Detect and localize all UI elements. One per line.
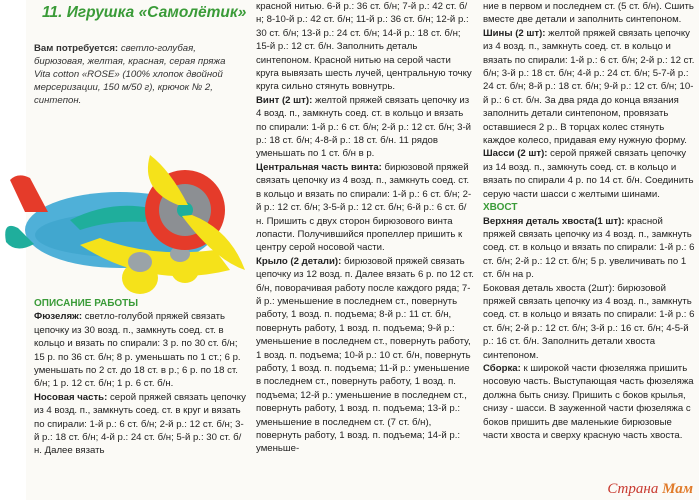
watermark-b: Мам — [662, 481, 693, 497]
paragraph-label: Верхняя деталь хвоста(1 шт): — [483, 215, 625, 227]
paragraph-text: серой пряжей связать цепочку из 14 возд. п., замкнуть соед. ст. в кольцо и вязать по спирали 4 р. по 14 ст. б/н. Соединить серую части шасси с желтыми шинами. — [483, 148, 694, 200]
paragraph-propeller-center — [256, 161, 474, 255]
watermark — [607, 481, 693, 498]
paragraph-tail-side — [483, 282, 695, 362]
paragraph-text: Боковая деталь хвоста (2шт): бирюзовой пряжей связать цепочку из 4 возд. п., замкнуть соед. ст. в кольцо и вязать по спирали: 1-й р.: 6 ст. б/н; 2-й р.: 12 ст. б/н; 3-й р.: 16 ст. б/н; 4-5-й р.: 16 ст. б/н. Заполнить детали хвоста синтепоном. — [483, 282, 695, 361]
paragraph-text: серой пряжей связать цепочку из 4 возд. п., замкнуть соед. ст. в круг и вязать по спирали: 1-й р.: 6 ст. б/н; 2-й р.: 12 ст. б/н; 3-й р.: 18 ст. б/н; 4-й р.: 24 ст. б/н; 5-й р.: 30 ст. б/н. Далее вязать — [34, 391, 246, 457]
paragraph-text: светло-голубой пряжей связать цепочку из 30 возд. п., замкнуть соед. ст. в кольцо и вязать по спирали: 3 р. по 30 ст. б/н; 15 р. по 36 ст. б/н; 8 р. уменьшать по 1 ст.; 6 р. уменьшать по 2 ст. до 18 ст. в р.; 6 р. по 18 ст. б/н; 1 р. 12 ст. б/н; 1 р. 6 ст. б/н. — [34, 311, 241, 390]
paragraph-wing — [256, 255, 474, 456]
column-2 — [256, 0, 474, 456]
watermark-a: Страна — [607, 481, 659, 497]
paragraph-label: Фюзеляж: — [34, 311, 83, 323]
paragraph-label: Крыло (2 детали): — [256, 255, 342, 267]
column-1 — [34, 297, 246, 458]
section-heading: ОПИСАНИЕ РАБОТЫ — [34, 298, 139, 309]
paragraph-text: желтой пряжей связать цепочку из 4 возд. п., замкнуть соед. ст. в кольцо и вязать по спирали: 1-й р.: 6 ст. б/н; 2-й р.: 12 ст. б/н; 3-й р.: 18 ст. б/н; 4-й р.: 24 ст. б/н; 5-7-й р.: 24 ст. б/н; 8-й р.: 18 ст. б/н; 9-й р.: 12 ст. б/н; 10-й р.: 6 ст. б/н. За два ряда до конца вязания заполнить детали синтепоном, провязать оставшиеся 2 р.. В торцах колес стянуть каждое колесо, придавая ему нужную форму. — [483, 27, 695, 147]
materials-text: светло-голубая, бирюзовая, желтая, красная, серая пряжа Vita cotton «ROSE» (100% хлопок двойной мерсеризации, 150 м/50 г), крючок № 2, синтепон. — [34, 43, 226, 106]
materials-label: Вам потребуется: — [34, 43, 119, 54]
paragraph-intro: ние в первом и последнем ст. (5 ст. б/н). Сшить вместе две детали и заполнить синтепоном. — [483, 1, 694, 26]
paragraph-tail-top — [483, 215, 695, 282]
paragraph-chassis — [483, 147, 695, 201]
column-3 — [483, 0, 695, 442]
paragraph-intro: красной нитью. 6-й р.: 36 ст. б/н; 7-й р.: 42 ст. б/н; 8-10-й р.: 42 ст. б/н; 11-й р.: 36 ст. б/н; 12-й р.: 30 ст. б/н; 13-й р.: 24 ст. б/н; 14-й р.: 18 ст. б/н; 15-й р.: 12 ст. б/н. Заполнить деталь синтепоном. Красной нитью на серой части круга вывязать шесть лучей, центральную точку круга сильно стянуть вовнутрь. — [256, 1, 472, 93]
paragraph-text: желтой пряжей связать цепочку из 4 возд. п., замкнуть соед. ст. в кольцо и вязать по спирали: 1-й р.: 6 ст. б/н; 2-й р.: 12 ст. б/н; 3-й р.: 18 ст. б/н; 4-8-й р.: 18 ст. б/н. 11 рядов уменьшать по 1 ст. б/н в р. — [256, 94, 472, 160]
paragraph-propeller — [256, 94, 474, 161]
paragraph-text: бирюзовой пряжей связать цепочку из 12 возд. п. Далее вязать 6 р. по 12 ст. б/н, поворачивая работу после каждого ряда; 7-й р.: уменьшение в последнем ст., повернуть работу, 1 возд. п. подъема; 8-й р.: 11 ст. б/н, повернуть работу, 1 возд. п. подъема; 9-й р.: уменьшение в последнем ст., повернуть работу, 1 возд. п. подъема; 10-й р.: 10 ст. б/н, повернуть работу, 1 возд. п. подъема; 11-й р.: уменьшение в последнем ст., повернуть работу, 1 возд. п. подъема; 12-й р.: уменьшение в последнем ст., повернуть работу, 1 возд. п. подъема; 13-й р.: уменьшение в последнем ст. (7 ст. б/н), повернуть работу, 1 возд. п. подъема; 14-й р.: уменьше- — [256, 255, 474, 455]
toy-airplane-photo — [0, 150, 252, 300]
paragraph-nose — [34, 391, 246, 458]
paragraph-label: Носовая часть: — [34, 391, 108, 403]
paragraph-text: бирюзовой пряжей связать цепочку из 4 возд. п., замкнуть соед. ст. в кольцо и вязать по спирали: 1-й р.: 6 ст. б/н; 2-й р.: 12 ст. б/н; 3-5-й р.: 12 ст. б/н; 6-й р.: 6 ст. б/н. Пришить с двух сторон бирюзового винта лопасти. Получившийся пропеллер пришить к центру серой носовой части. — [256, 161, 472, 254]
page-title: 11. Игрушка «Самолётик» — [42, 4, 247, 21]
paragraph-text: красной пряжей связать цепочку из 4 возд. п., замкнуть соед. ст. в кольцо и вязать по спирали: 1-й р.: 6 ст. б/н; 2-й р.: 12 ст. б/н; 5 р. увеличивать по 1 ст. б/н на р. — [483, 215, 695, 281]
paragraph-label: Сборка: — [483, 362, 521, 374]
paragraph-tires — [483, 27, 695, 148]
paragraph-label: Шасси (2 шт): — [483, 148, 548, 160]
paragraph-assembly — [483, 362, 695, 442]
paragraph-fuselage — [34, 310, 246, 390]
materials-note — [34, 42, 242, 107]
paragraph-label: Винт (2 шт): — [256, 94, 313, 106]
paragraph-label: Центральная часть винта: — [256, 161, 382, 173]
paragraph-text: к широкой части фюзеляжа пришить носовую часть. Выступающая часть фюзеляжа должна быть снизу. Пришить с боков крылья, снизу - шасси. В зауженной части фюзеляжа с боков пришить две маленькие бирюзовые части хвоста и сверху красную часть хвоста. — [483, 362, 694, 441]
section-heading-tail: ХВОСТ — [483, 202, 518, 214]
paragraph-label: Шины (2 шт): — [483, 27, 546, 39]
